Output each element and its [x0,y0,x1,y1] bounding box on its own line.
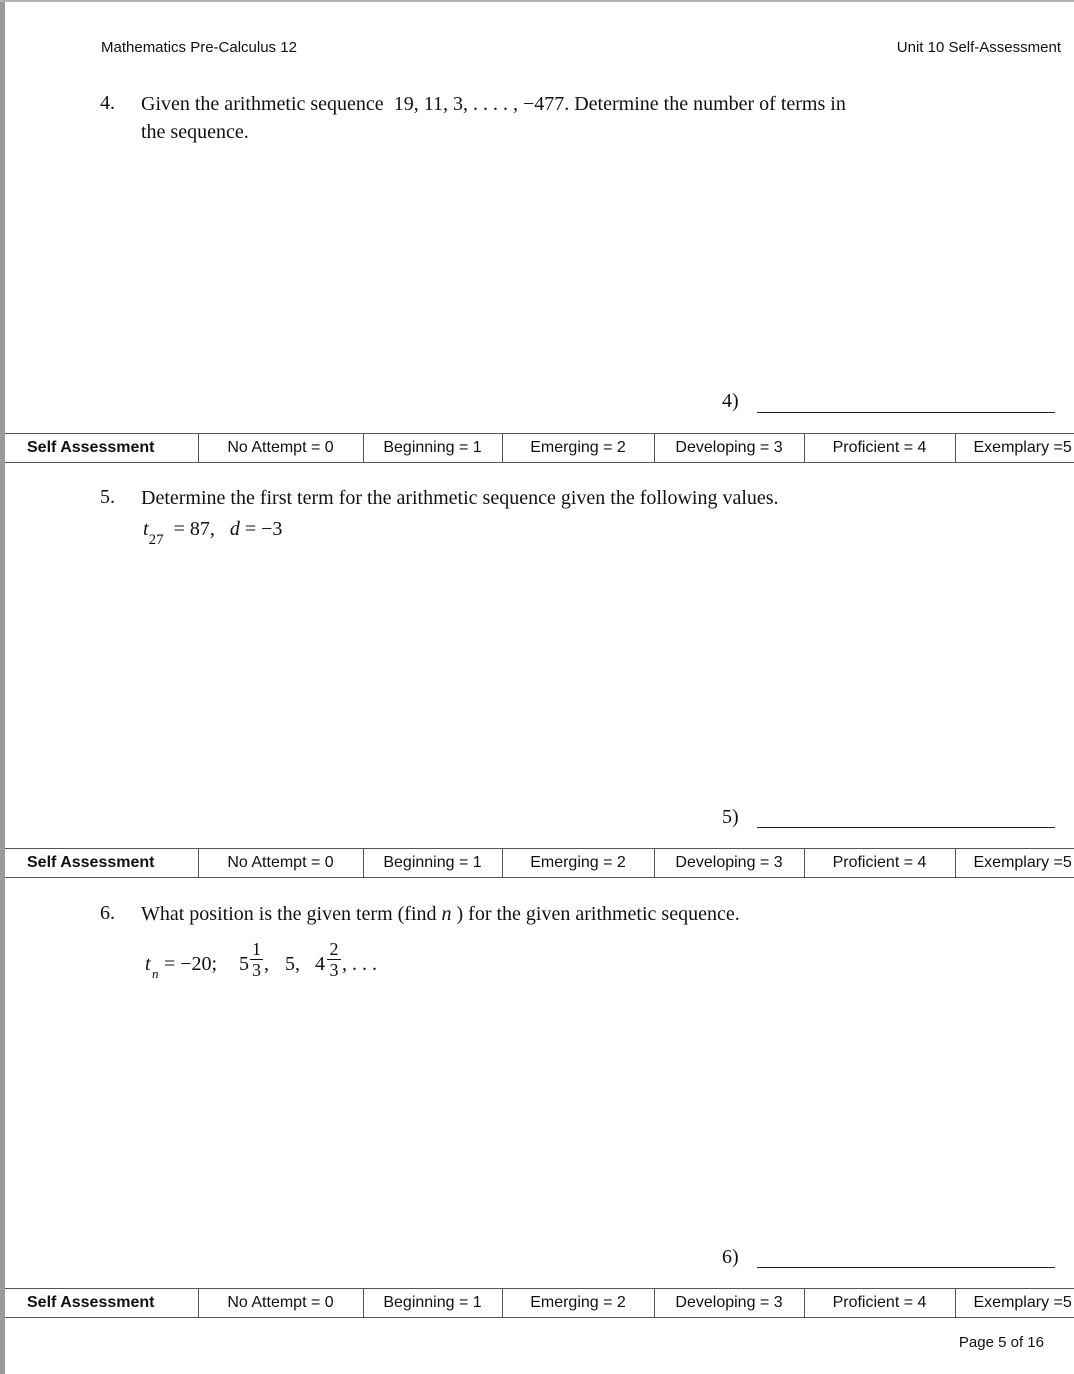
rating-developing[interactable]: Developing = 3 [654,1289,804,1318]
q6-fraction-2-denominator: 3 [329,960,339,980]
q5-d-val: = −3 [244,518,283,540]
page-number: Page 5 of 16 [958,1334,1044,1351]
q4-text-c: the sequence. [141,121,249,143]
q4-sequence: 19, 11, 3, . . . . , −477 [393,93,565,115]
q6-middle-term: 5, [285,953,300,975]
rating-exemplary[interactable]: Exemplary =5 [955,1289,1074,1318]
q5-answer-line[interactable] [757,827,1055,828]
rating-emerging[interactable]: Emerging = 2 [502,434,654,463]
q5-t-val: = 87, [173,518,215,540]
q4-text-b: . Determine the number of terms in [564,93,846,115]
q6-comma-1: , [264,953,269,975]
self-assessment-row-q6 [5,1288,1074,1318]
page-top-border [0,0,1074,2]
rating-beginning[interactable]: Beginning = 1 [363,434,502,463]
q6-answer-label: 6) [722,1246,739,1268]
q6-fraction-1-numerator: 1 [252,939,261,959]
q6-tn-var: t [145,953,151,975]
rating-emerging[interactable]: Emerging = 2 [502,849,654,878]
q5-text: Determine the first term for the arithmetic sequence given the following values. [141,487,779,509]
rating-no-attempt[interactable]: No Attempt = 0 [198,1289,363,1318]
q6-tn-val: = −20; [164,953,218,975]
q6-text-a: What position is the given term (find [141,903,437,925]
rating-emerging[interactable]: Emerging = 2 [502,1289,654,1318]
q4-number: 4. [100,92,115,114]
course-title: Mathematics Pre-Calculus 12 [101,39,297,56]
rating-no-attempt[interactable]: No Attempt = 0 [198,434,363,463]
rating-exemplary[interactable]: Exemplary =5 [955,434,1074,463]
q5-t-var: t [143,518,149,540]
q4-text-a: Given the arithmetic sequence [141,93,384,115]
self-assessment-title: Self Assessment [5,434,198,463]
q6-tail: , . . . [342,953,377,975]
q6-whole-2: 4 [315,953,325,975]
rating-beginning[interactable]: Beginning = 1 [363,1289,502,1318]
rating-no-attempt[interactable]: No Attempt = 0 [198,849,363,878]
rating-exemplary[interactable]: Exemplary =5 [955,849,1074,878]
q6-fraction-2 [327,940,341,979]
q6-text-b: ) for the given arithmetic sequence. [456,903,740,925]
self-assessment-title: Self Assessment [5,1289,198,1318]
q6-number: 6. [100,902,115,924]
page-left-border [0,0,5,1374]
rating-proficient[interactable]: Proficient = 4 [804,849,955,878]
q4-answer-line[interactable] [757,412,1055,413]
q6-fraction-1-denominator: 3 [252,960,261,980]
q6-whole-1: 5 [239,953,249,975]
q5-given-values [143,518,283,548]
q5-t-sub: 27 [148,532,164,548]
q5-answer-label: 5) [722,806,739,828]
rating-proficient[interactable]: Proficient = 4 [804,1289,955,1318]
q6-fraction-1 [250,940,263,979]
self-assessment-title: Self Assessment [5,849,198,878]
q4-answer-label: 4) [722,390,739,412]
q5-d-var: d [229,518,240,540]
q4-text [141,90,941,146]
q6-answer-line[interactable] [757,1267,1055,1268]
self-assessment-row-q4 [5,433,1074,463]
rating-developing[interactable]: Developing = 3 [654,849,804,878]
self-assessment-row-q5 [5,848,1074,878]
q6-n-var: n [441,903,452,925]
q6-text [141,900,941,928]
rating-beginning[interactable]: Beginning = 1 [363,849,502,878]
q6-tn-sub: n [152,966,159,981]
unit-title: Unit 10 Self-Assessment [896,39,1061,56]
q6-fraction-2-numerator: 2 [329,939,339,959]
q5-number: 5. [100,486,115,508]
rating-proficient[interactable]: Proficient = 4 [804,434,955,463]
rating-developing[interactable]: Developing = 3 [654,434,804,463]
